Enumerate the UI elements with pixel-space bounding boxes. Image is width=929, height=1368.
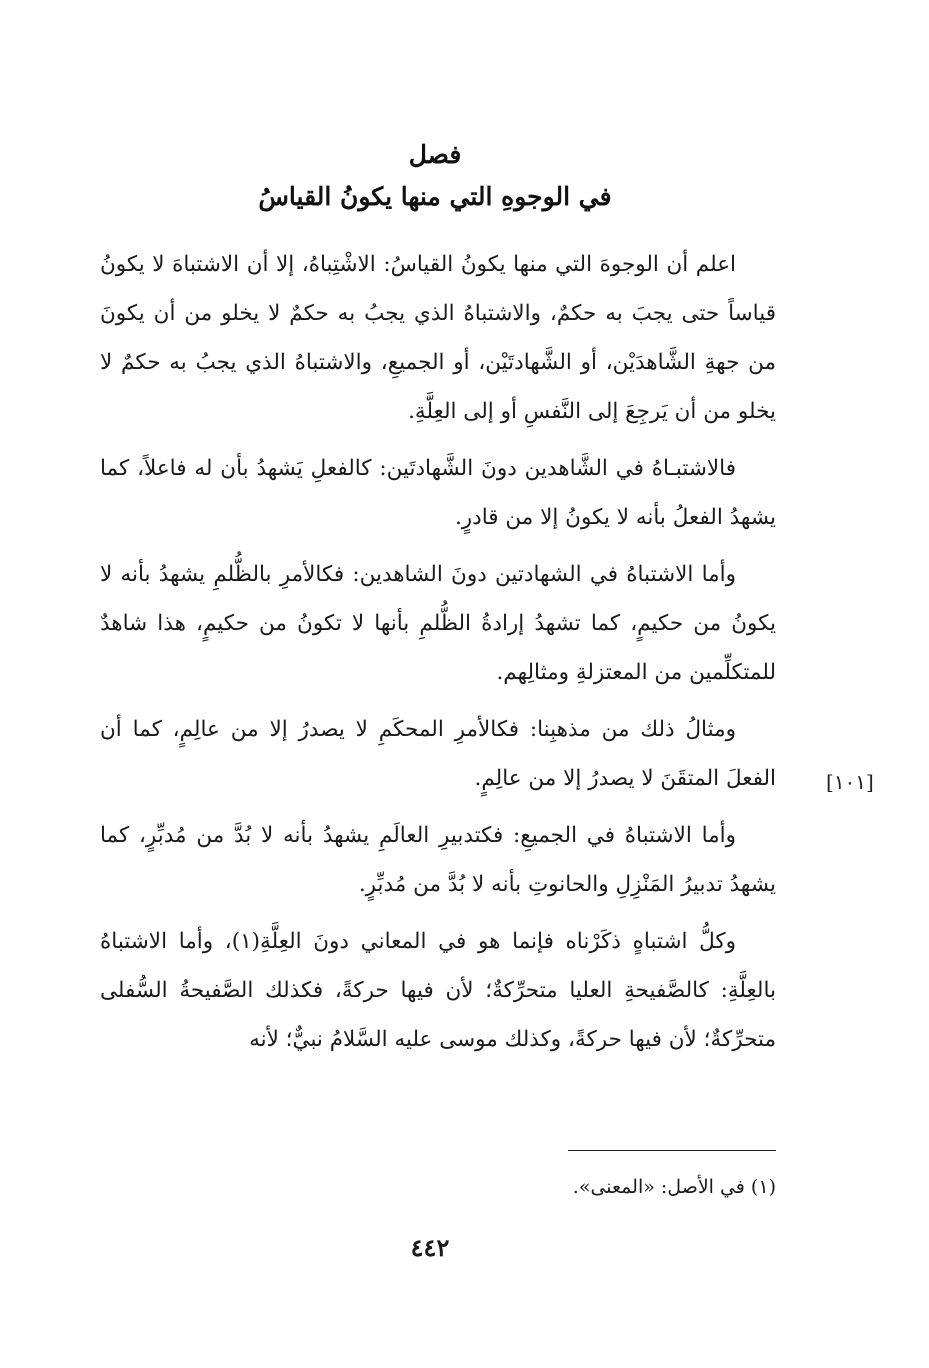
page-number: ٤٤٢ — [410, 1233, 450, 1262]
footnote-divider — [568, 1150, 776, 1151]
footnote: (١) في الأصل: «المعنى». — [572, 1176, 776, 1198]
paragraph-2: فالاشتبـاهُ في الشَّاهدين دونَ الشَّهادتَين: كالفعلِ يَشهدُ بأن له فاعلاً، كما يشهدُ الفعلُ بأنه لا يكونُ إلا من قادرٍ. — [100, 456, 776, 530]
section-heading: فصل — [408, 140, 462, 169]
paragraph-1: اعلم أن الوجوهَ التي منها يكونُ القياسُ: الاشْتِباهُ، إلا أن الاشتباهَ لا يكونُ قياساً حتى يجبَ به حكمٌ، والاشتباهُ الذي يجبُ به حكمٌ لا يخلو من أن يكونَ من جهةِ الشَّاهدَيْن، أو الشَّهادتَيْن، أو الجميعِ، والاشتباهُ الذي يجبُ به حكمٌ لا يخلو من أن يَرجِعَ إلى النَّفسِ أو إلى العِلَّةِ. — [100, 252, 776, 424]
body-text — [100, 240, 776, 1072]
paragraph-6: وكلُّ اشتباهٍ ذكَرْناه فإنما هو في المعاني دونَ العِلَّةِ(١)، وأما الاشتباهُ بالعِلَّةِ: كالصَّفيحةِ العليا متحرِّكةٌ؛ لأن فيها حركةً، فكذلك الصَّفيحةُ السُّفلى متحرِّكةٌ؛ لأن فيها حركةً، وكذلك موسى عليه السَّلامُ نبيٌّ؛ لأنه — [100, 929, 776, 1052]
paragraph-3: وأما الاشتباهُ في الشهادتين دونَ الشاهدين: فكالأمرِ بالظُّلمِ يشهدُ بأنه لا يكونُ من حكيمٍ، كما تشهدُ إرادةُ الظُّلمِ بأنها لا تكونُ من حكيمٍ، هذا شاهدٌ للمتكلِّمين من المعتزلةِ ومثالِهم. — [100, 562, 776, 685]
section-subheading: في الوجوهِ التي منها يكونُ القياسُ — [258, 182, 612, 211]
manuscript-folio-marker: [١٠١] — [826, 770, 874, 794]
paragraph-5: وأما الاشتباهُ في الجميعِ: فكتدبيرِ العالَمِ يشهدُ بأنه لا بُدَّ من مُدبِّرٍ، كما يشهدُ تدبيرُ المَنْزِلِ والحانوتِ بأنه لا بُدَّ من مُدبِّرٍ. — [100, 823, 776, 897]
paragraph-4: ومثالُ ذلك من مذهبِنا: فكالأمرِ المحكَمِ لا يصدرُ إلا من عالِمٍ، كما أن الفعلَ المتقَنَ لا يصدرُ إلا من عالِمٍ. — [100, 717, 776, 791]
